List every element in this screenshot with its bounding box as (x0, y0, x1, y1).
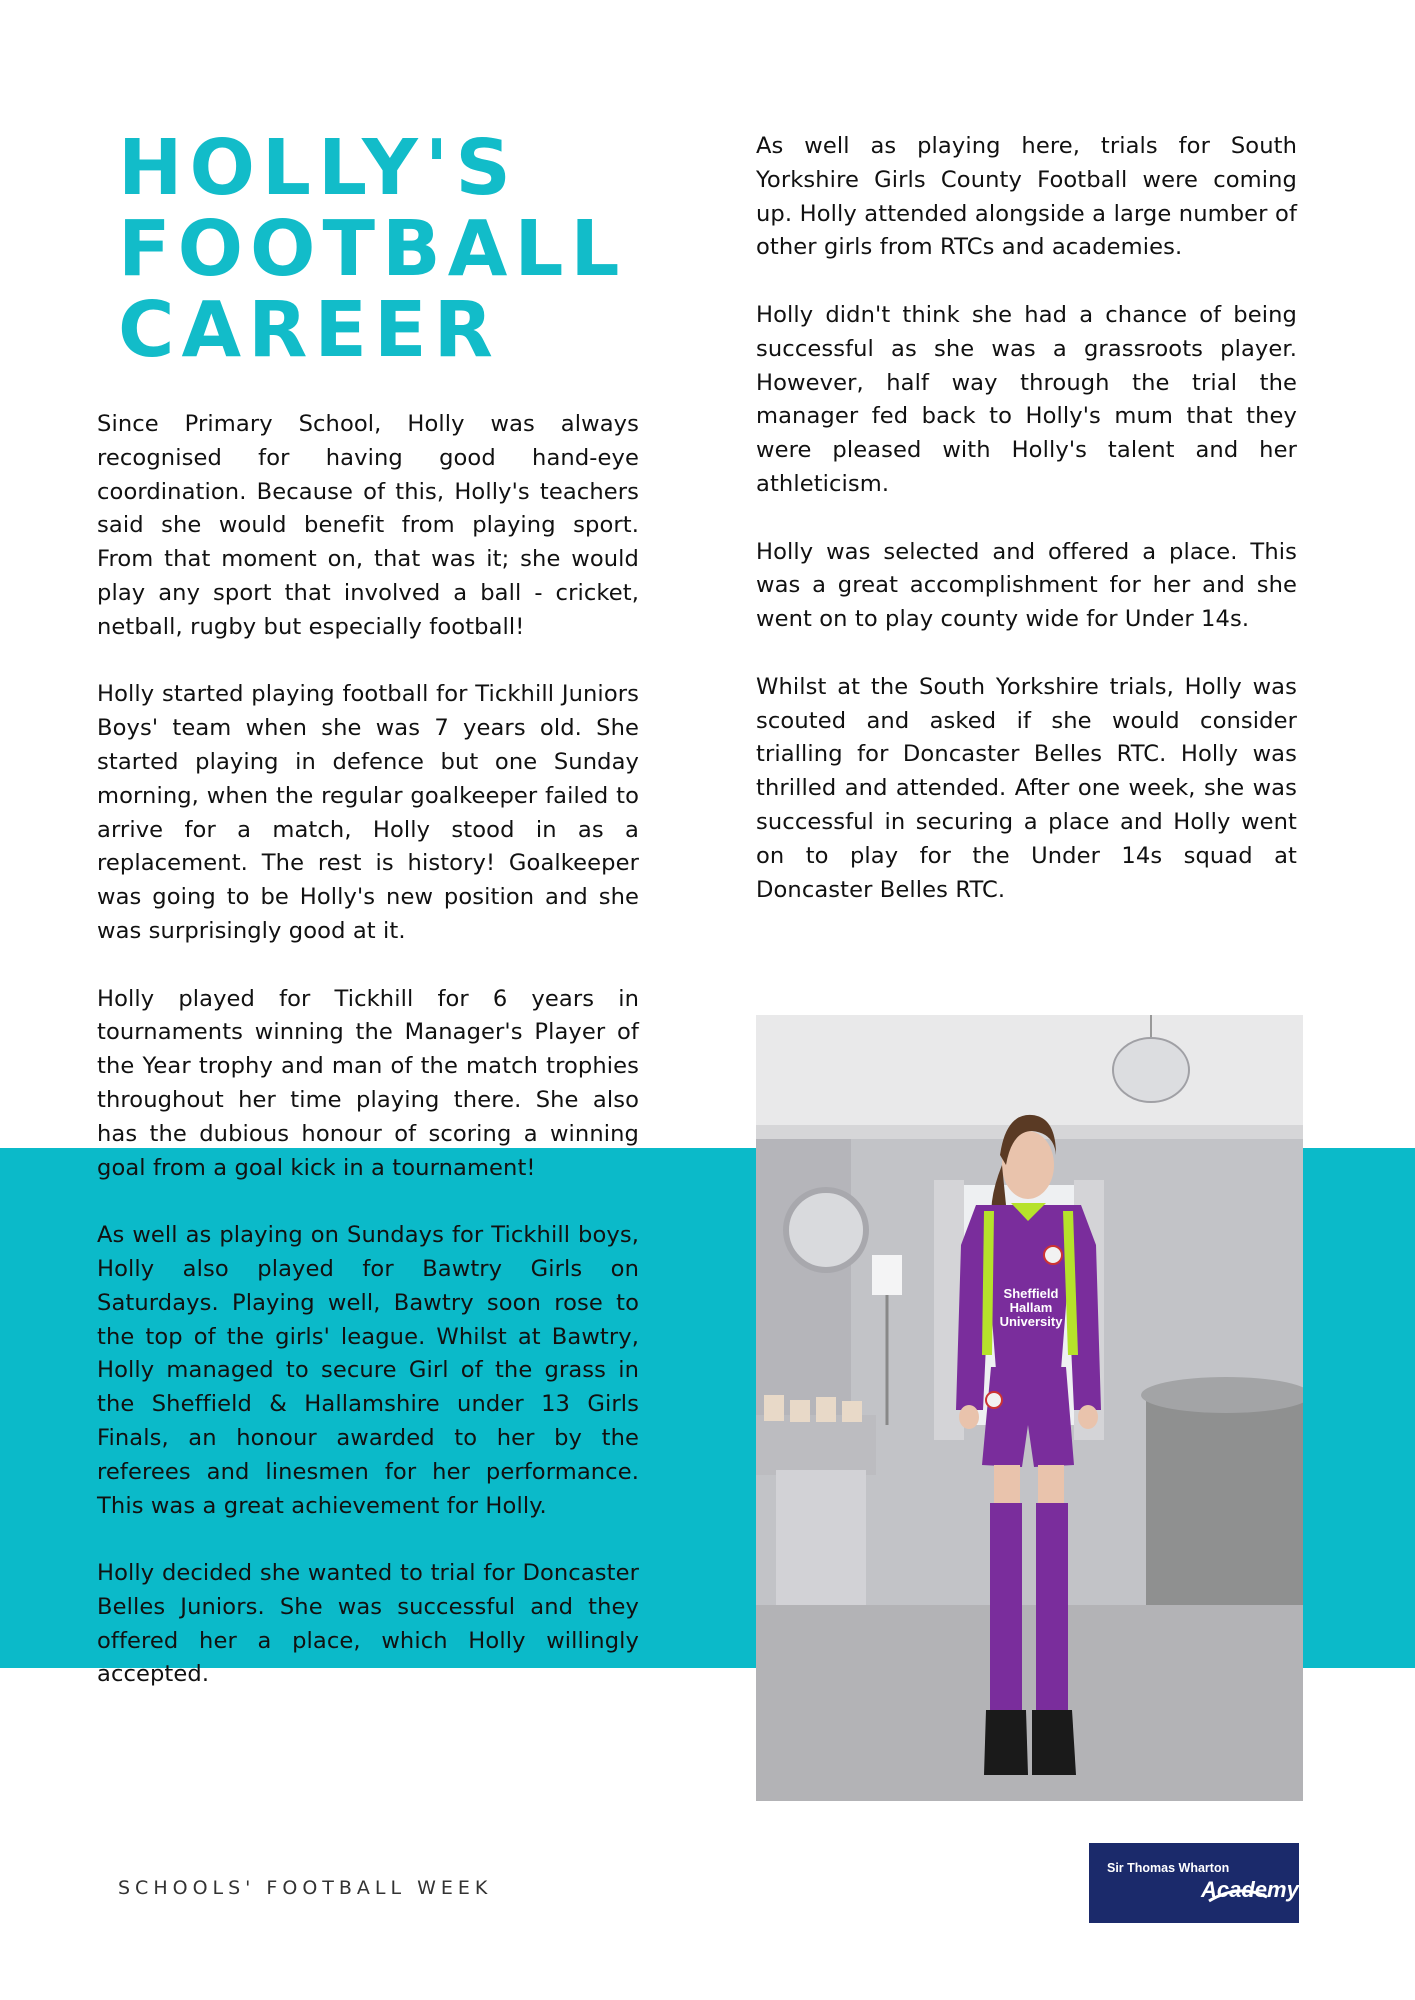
shirt-sponsor-text: University (999, 1314, 1063, 1329)
title-line: HOLLY'S (118, 124, 518, 213)
footer-text: SCHOOLS' FOOTBALL WEEK (118, 1877, 493, 1899)
title-line: CAREER (118, 286, 500, 375)
paragraph: Holly played for Tickhill for 6 years in tournaments winning the Manager's Player of the Year trophy and man of the match trophies throughout her time playing there. She also has the dubious honour of scoring a winning goal from a goal kick in a tournament! (97, 985, 639, 1181)
shirt-sponsor-text: Sheffield (1003, 1286, 1059, 1301)
left-text-column (97, 408, 639, 1726)
paragraph: Holly started playing football for Tickhill Juniors Boys' team when she was 7 years old. She started playing in defence but one Sunday morning, when the regular goalkeeper failed to arrive for a match, Holly stood in as a replacement. The rest is history! Goalkeeper was going to be Holly's new position and she was surprisingly good at it. (97, 681, 639, 944)
paragraph: Holly decided she wanted to trial for Doncaster Belles Juniors. She was successful and they offered her a place, which Holly willingly accepted. (97, 1560, 639, 1688)
logo-line-2: Academy (1201, 1877, 1299, 1902)
right-text-column (756, 130, 1297, 941)
logo-line-1: Sir Thomas Wharton (1107, 1861, 1230, 1875)
paragraph: Whilst at the South Yorkshire trials, Holly was scouted and asked if she would consider trialling for Doncaster Belles RTC. Holly was thrilled and attended. After one week, she was successful in securing a place and Holly went on to play for the Under 14s squad at Doncaster Belles RTC. (756, 673, 1297, 903)
shirt-sponsor-text: Hallam (1009, 1300, 1053, 1315)
paragraph: Holly was selected and offered a place. This was a great accomplishment for her and she went on to play county wide for Under 14s. (756, 538, 1297, 633)
paragraph: As well as playing on Sundays for Tickhill boys, Holly also played for Bawtry Girls on Saturdays. Playing well, Bawtry soon rose to the top of the girls' league. Whilst at Bawtry, Holly managed to secure Girl of the grass in the Sheffield & Hallamshire under 13 Girls Finals, an honour awarded to her by the referees and linesmen for her performance. This was a great achievement for Holly. (97, 1222, 639, 1519)
player-photo (756, 1015, 1303, 1801)
page-title (118, 124, 678, 375)
paragraph: Since Primary School, Holly was always recognised for having good hand-eye coordination. Because of this, Holly's teachers said she would benefit from playing sport. From that moment on, that was it; she would play any sport that involved a ball - cricket, netball, rugby but especially football! (97, 411, 639, 640)
paragraph: As well as playing here, trials for South Yorkshire Girls County Football were coming up. Holly attended alongside a large number of other girls from RTCs and academies. (756, 133, 1297, 261)
academy-logo (1089, 1843, 1299, 1923)
title-line: FOOTBALL (118, 205, 627, 294)
paragraph: Holly didn't think she had a chance of being successful as she was a grassroots player. However, half way through the trial the manager fed back to Holly's mum that they were pleased with Holly's talent and her athleticism. (756, 301, 1297, 497)
